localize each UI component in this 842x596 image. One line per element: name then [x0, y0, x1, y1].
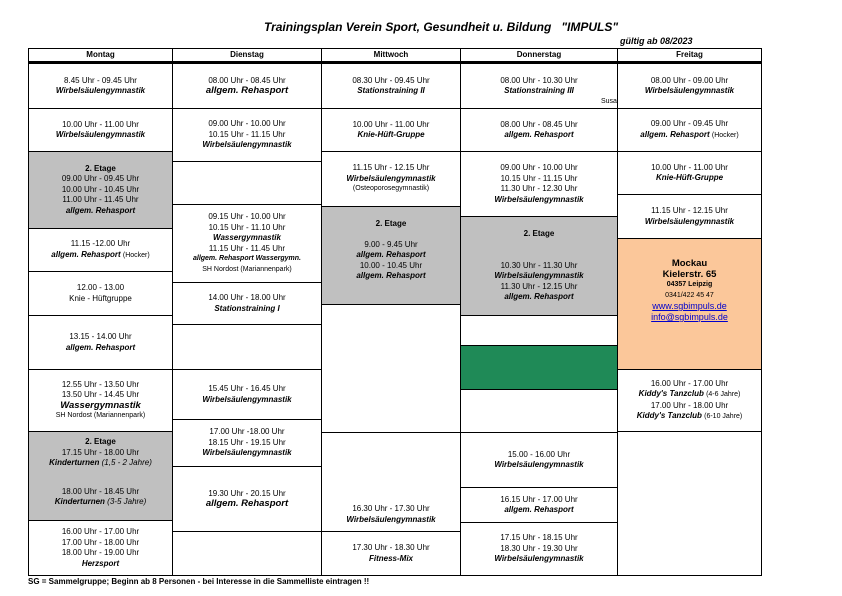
slot-mon-2: 10.00 Uhr - 11.00 Uhr Wirbelsäulengymnastik [29, 109, 172, 152]
email-link[interactable]: info@sgbimpuls.de [651, 312, 728, 322]
day-header-tuesday: Dienstag [173, 49, 321, 63]
slot-mon-4: 11.15 -12.00 Uhr allgem. Rehasport (Hocker) [29, 229, 172, 272]
day-header-wednesday: Mittwoch [322, 49, 460, 63]
slot-tue-2: 09.00 Uhr - 10.00 Uhr 10.15 Uhr - 11.15 Uhr Wirbelsäulengymnastik [173, 109, 321, 162]
slot-mon-5: 12.00 - 13.00 Knie - Hüftgruppe [29, 272, 172, 316]
slot-fri-4: 11.15 Uhr - 12.15 Uhr Wirbelsäulengymnastik [618, 195, 761, 239]
slot-fri-2: 09.00 Uhr - 09.45 Uhr allgem. Rehasport (Hocker) [618, 109, 761, 152]
slot-fri-7 [618, 432, 761, 575]
slot-tue-1: 08.00 Uhr - 08.45 Uhr allgem. Rehasport [173, 64, 321, 109]
slot-thu-7a [461, 390, 617, 433]
day-header-friday: Freitag [618, 49, 761, 63]
slot-thu-7: 15.00 - 16.00 Uhr Wirbelsäulengymnastik [461, 433, 617, 488]
slot-tue-5: 14.00 Uhr - 18.00 Uhr Stationstraining I [173, 283, 321, 325]
slot-wed-7: 17.30 Uhr - 18.30 Uhr Fitness-Mix [352, 543, 430, 563]
day-header-thursday: Donnerstag [461, 49, 617, 63]
slot-wed-4: 2. Etage 9.00 - 9.45 Uhr allgem. Rehasport 10.00 - 10.45 Uhr allgem. Rehasport [322, 207, 460, 305]
slot-thu-3: 09.00 Uhr - 10.00 Uhr 10.15 Uhr - 11.15 Uhr 11.30 Uhr - 12.30 Uhr Wirbelsäulengymnastik [461, 152, 617, 217]
slot-wed-2: 10.00 Uhr - 11.00 Uhr Knie-Hüft-Gruppe [322, 109, 460, 152]
website-link[interactable]: www.sgbimpuls.de [652, 301, 727, 311]
day-header-monday: Montag [29, 49, 172, 63]
slot-fri-6: 16.00 Uhr - 17.00 Uhr Kiddy's Tanzclub (4-6 Jahre) 17.00 Uhr - 18.00 Uhr Kiddy's Tanzclub (6-10 Jahre) [618, 370, 761, 432]
slot-tue-10 [173, 532, 321, 575]
slot-tue-6 [173, 325, 321, 370]
slot-fri-5: Mockau Kielerstr. 65 04357 Leipzig 0341/422 45 47 www.sgbimpuls.de info@sgbimpuls.de [618, 239, 761, 370]
slot-wed-6: 16.30 Uhr - 17.30 Uhr Wirbelsäulengymnastik [322, 433, 460, 532]
slot-tue-9: 19.30 Uhr - 20.15 Uhr allgem. Rehasport [173, 467, 321, 532]
slot-thu-8: 16.15 Uhr - 17.00 Uhr allgem. Rehasport [461, 488, 617, 523]
slot-thu-4: 2. Etage 10.30 Uhr - 11.30 Uhr Wirbelsäulengymnastik 11.30 Uhr - 12.15 Uhr allgem. Rehasport [461, 217, 617, 316]
valid-from: gültig ab 08/2023 [620, 36, 693, 46]
slot-thu-6 [461, 346, 617, 390]
column-monday [28, 48, 173, 576]
slot-thu-2: 08.00 Uhr - 08.45 Uhr allgem. Rehasport [461, 109, 617, 152]
slot-fri-1: 08.00 Uhr - 09.00 Uhr Wirbelsäulengymnastik [618, 64, 761, 109]
slot-tue-4: 09.15 Uhr - 10.00 Uhr 10.15 Uhr - 11.10 Uhr Wassergymnastik 11.15 Uhr - 11.45 Uhr allgem. Rehasport Wassergymn. SH Nordost (Mariannenpark) [173, 205, 321, 283]
slot-wed-5 [322, 305, 460, 433]
slot-mon-8: 2. Etage 17.15 Uhr - 18.00 Uhr Kinderturnen (1,5 - 2 Jahre) [29, 432, 172, 474]
slot-tue-8: 17.00 Uhr -18.00 Uhr 18.15 Uhr - 19.15 Uhr Wirbelsäulengymnastik [173, 420, 321, 467]
slot-fri-3: 10.00 Uhr - 11.00 Uhr Knie-Hüft-Gruppe [618, 152, 761, 195]
slot-mon-9: 18.00 Uhr - 18.45 Uhr Kinderturnen (3-5 Jahre) [29, 474, 172, 521]
slot-mon-6: 13.15 - 14.00 Uhr allgem. Rehasport [29, 316, 172, 370]
slot-thu-9: 17.15 Uhr - 18.15 Uhr 18.30 Uhr - 19.30 Uhr Wirbelsäulengymnastik [494, 533, 584, 564]
slot-thu-5 [461, 316, 617, 346]
slot-mon-3: 2. Etage 09.00 Uhr - 09.45 Uhr 10.00 Uhr - 10.45 Uhr 11.00 Uhr - 11.45 Uhr allgem. Rehasport [29, 152, 172, 229]
page-title: Trainingsplan Verein Sport, Gesundheit u. Bildung "IMPULS" [263, 20, 619, 34]
slot-tue-7: 15.45 Uhr - 16.45 Uhr Wirbelsäulengymnastik [173, 370, 321, 420]
slot-mon-10: 16.00 Uhr - 17.00 Uhr 17.00 Uhr - 18.00 Uhr 18.00 Uhr - 19.00 Uhr Herzsport [61, 527, 140, 568]
column-wednesday [321, 48, 461, 576]
slot-wed-3: 11.15 Uhr - 12.15 Uhr Wirbelsäulengymnastik (Osteoporosegymnastik) [322, 152, 460, 207]
footer-note: SG = Sammelgruppe; Beginn ab 8 Personen - bei Interesse in die Sammelliste eintragen !! [28, 577, 370, 586]
column-tuesday [172, 48, 322, 576]
column-thursday [460, 48, 618, 576]
slot-mon-7: 12.55 Uhr - 13.50 Uhr 13.50 Uhr - 14.45 Uhr Wassergymnastik SH Nordost (Mariannenpark) [29, 370, 172, 432]
truncated-note: Susa [601, 98, 617, 105]
column-friday [617, 48, 762, 576]
slot-mon-1: 8.45 Uhr - 09.45 Uhr Wirbelsäulengymnastik [29, 64, 172, 109]
slot-wed-1: 08.30 Uhr - 09.45 Uhr Stationstraining II [322, 64, 460, 109]
slot-thu-1: 08.00 Uhr - 10.30 Uhr Stationstraining III [461, 64, 617, 109]
slot-tue-3 [173, 162, 321, 205]
